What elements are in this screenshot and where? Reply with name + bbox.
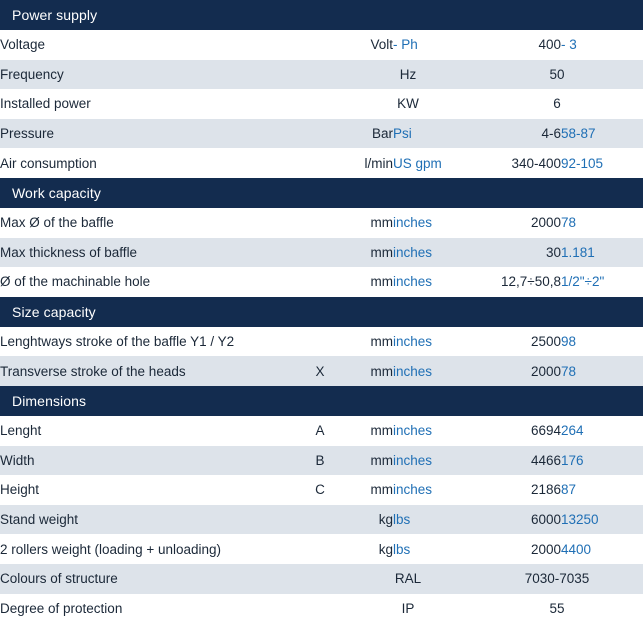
- row-unit-secondary: - Ph: [393, 30, 471, 60]
- row-axis-letter: [295, 89, 345, 119]
- row-label: Voltage: [0, 30, 295, 60]
- row-axis-letter: C: [295, 475, 345, 505]
- row-value-secondary: 78: [561, 356, 643, 386]
- table-row: [0, 446, 643, 476]
- row-unit-secondary: inches: [393, 238, 471, 268]
- row-axis-letter: A: [295, 416, 345, 446]
- row-unit-primary: RAL: [345, 564, 471, 594]
- section-header-row: [0, 0, 643, 30]
- row-unit-secondary: inches: [393, 475, 471, 505]
- row-value-primary: 2186: [471, 475, 561, 505]
- section-header-strip: [471, 178, 643, 208]
- row-value-primary: 2000: [471, 534, 561, 564]
- table-row: [0, 564, 643, 594]
- row-axis-letter: [295, 60, 345, 90]
- row-unit-primary: mm: [345, 267, 393, 297]
- row-unit-primary: mm: [345, 208, 393, 238]
- table-row: [0, 60, 643, 90]
- row-label: Transverse stroke of the heads: [0, 356, 295, 386]
- row-value-primary: 30: [471, 238, 561, 268]
- row-label: Installed power: [0, 89, 295, 119]
- row-unit-primary: mm: [345, 356, 393, 386]
- row-axis-letter: [295, 327, 345, 357]
- section-header-strip: [471, 297, 643, 327]
- table-row: [0, 208, 643, 238]
- row-value-secondary: 92-105: [561, 148, 643, 178]
- row-axis-letter: [295, 148, 345, 178]
- row-value-primary: 2500: [471, 327, 561, 357]
- row-label: Colours of structure: [0, 564, 295, 594]
- table-row: [0, 148, 643, 178]
- row-axis-letter: X: [295, 356, 345, 386]
- row-unit-secondary: inches: [393, 446, 471, 476]
- row-unit-secondary: inches: [393, 267, 471, 297]
- row-label: Max Ø of the baffle: [0, 208, 295, 238]
- section-title: Size capacity: [0, 297, 471, 327]
- section-header-strip: [471, 0, 643, 30]
- row-unit-primary: Bar: [345, 119, 393, 149]
- row-unit-primary: Volt: [345, 30, 393, 60]
- row-unit-primary: l/min: [345, 148, 393, 178]
- row-unit-primary: mm: [345, 446, 393, 476]
- row-value-primary: 6694: [471, 416, 561, 446]
- row-unit-secondary: Psi: [393, 119, 471, 149]
- row-unit-primary: mm: [345, 327, 393, 357]
- row-value-secondary: 1/2"÷2": [561, 267, 643, 297]
- row-label: Air consumption: [0, 148, 295, 178]
- table-row: [0, 416, 643, 446]
- row-label: Max thickness of baffle: [0, 238, 295, 268]
- row-label: Lenght: [0, 416, 295, 446]
- section-header-row: [0, 178, 643, 208]
- row-axis-letter: [295, 238, 345, 268]
- row-value-primary: 12,7÷50,8: [471, 267, 561, 297]
- row-label: Lenghtways stroke of the baffle Y1 / Y2: [0, 327, 295, 357]
- row-value-secondary: 1.181: [561, 238, 643, 268]
- row-label: Ø of the machinable hole: [0, 267, 295, 297]
- row-value-secondary: 87: [561, 475, 643, 505]
- row-value-secondary: 98: [561, 327, 643, 357]
- row-axis-letter: [295, 594, 345, 624]
- table-row: [0, 356, 643, 386]
- row-axis-letter: [295, 534, 345, 564]
- row-value-primary: 2000: [471, 356, 561, 386]
- row-label: Pressure: [0, 119, 295, 149]
- row-value: 7030-7035: [471, 564, 643, 594]
- section-header-row: [0, 297, 643, 327]
- row-axis-letter: B: [295, 446, 345, 476]
- row-unit-secondary: inches: [393, 416, 471, 446]
- row-value-primary: 400: [471, 30, 561, 60]
- row-axis-letter: [295, 30, 345, 60]
- section-title: Work capacity: [0, 178, 471, 208]
- row-unit-primary: mm: [345, 416, 393, 446]
- row-axis-letter: [295, 267, 345, 297]
- row-unit-primary: kg: [345, 534, 393, 564]
- row-unit-secondary: lbs: [393, 534, 471, 564]
- row-unit-primary: Hz: [345, 60, 471, 90]
- row-value-secondary: 78: [561, 208, 643, 238]
- row-unit-primary: mm: [345, 238, 393, 268]
- row-label: Width: [0, 446, 295, 476]
- row-value-secondary: 264: [561, 416, 643, 446]
- row-unit-primary: IP: [345, 594, 471, 624]
- section-title: Dimensions: [0, 386, 471, 416]
- table-row: [0, 505, 643, 535]
- section-header-row: [0, 386, 643, 416]
- row-axis-letter: [295, 208, 345, 238]
- row-label: Stand weight: [0, 505, 295, 535]
- table-row: [0, 119, 643, 149]
- row-value-primary: 340-400: [471, 148, 561, 178]
- row-value-primary: 2000: [471, 208, 561, 238]
- table-row: [0, 475, 643, 505]
- row-unit-secondary: lbs: [393, 505, 471, 535]
- row-unit-primary: KW: [345, 89, 471, 119]
- row-value-secondary: 176: [561, 446, 643, 476]
- row-axis-letter: [295, 119, 345, 149]
- row-value-secondary: 58-87: [561, 119, 643, 149]
- row-value: 50: [471, 60, 643, 90]
- section-header-strip: [471, 386, 643, 416]
- table-row: [0, 327, 643, 357]
- row-value-primary: 6000: [471, 505, 561, 535]
- row-unit-secondary: inches: [393, 327, 471, 357]
- row-axis-letter: [295, 505, 345, 535]
- row-unit-secondary: inches: [393, 356, 471, 386]
- section-title: Power supply: [0, 0, 471, 30]
- row-label: Frequency: [0, 60, 295, 90]
- table-row: [0, 594, 643, 624]
- row-value-secondary: - 3: [561, 30, 643, 60]
- row-unit-secondary: inches: [393, 208, 471, 238]
- row-value-secondary: 4400: [561, 534, 643, 564]
- table-row: [0, 30, 643, 60]
- table-row: [0, 238, 643, 268]
- row-value: 6: [471, 89, 643, 119]
- table-row: [0, 267, 643, 297]
- row-value-secondary: 13250: [561, 505, 643, 535]
- row-unit-secondary: US gpm: [393, 148, 471, 178]
- table-row: [0, 534, 643, 564]
- table-row: [0, 89, 643, 119]
- row-label: Height: [0, 475, 295, 505]
- row-axis-letter: [295, 564, 345, 594]
- row-value-primary: 4-6: [471, 119, 561, 149]
- row-value: 55: [471, 594, 643, 624]
- row-label: Degree of protection: [0, 594, 295, 624]
- row-unit-primary: kg: [345, 505, 393, 535]
- row-label: 2 rollers weight (loading + unloading): [0, 534, 295, 564]
- row-value-primary: 4466: [471, 446, 561, 476]
- row-unit-primary: mm: [345, 475, 393, 505]
